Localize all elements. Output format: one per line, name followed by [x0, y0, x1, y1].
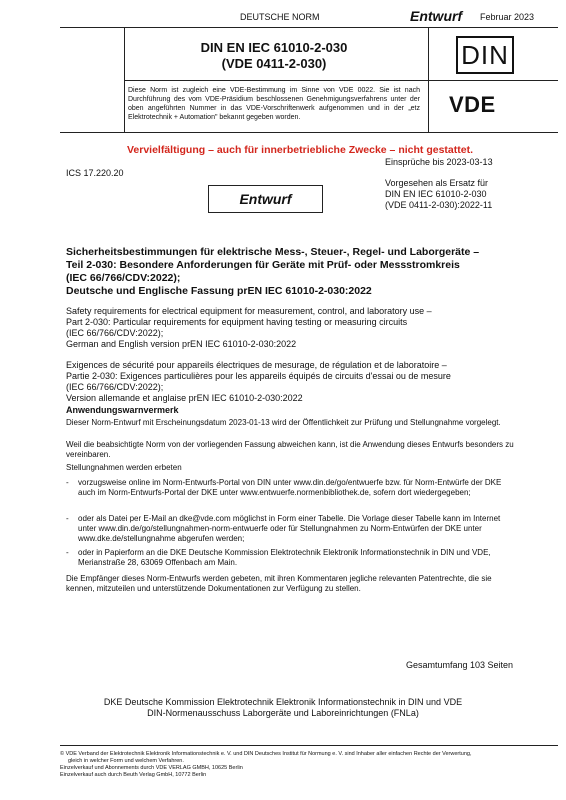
patent-notice: Die Empfänger dieses Norm-Entwurfs werden gebeten, mit ihren Kommentaren jegliche relevanten Patentrechte, die sie kennen, mitzuteilen und unterstützende Dokumentationen zur Verfügung zu stellen. — [66, 574, 492, 593]
standard-body-label: DEUTSCHE NORM — [240, 12, 320, 22]
french-title — [66, 360, 526, 404]
comments-requested: Stellungnahmen werden erbeten — [66, 463, 182, 472]
title-line: German and English version prEN IEC 61010-2-030:2022 — [66, 339, 297, 349]
english-title — [66, 306, 526, 350]
bullet-dash: - — [66, 514, 69, 523]
committee-line: DIN-Normenausschuss Laborgeräte und Laboreinrichtungen (FNLa) — [147, 708, 419, 718]
replacement-line: Vorgesehen als Ersatz für — [385, 178, 489, 188]
list-item — [66, 514, 518, 544]
title-line: Version allemande et anglaise prEN IEC 61010-2-030:2022 — [66, 393, 303, 403]
footer-copyright — [60, 751, 560, 779]
application-note-paragraph: Dieser Norm-Entwurf mit Erscheinungsdatum 2023-01-13 wird der Öffentlichkeit zur Prüfung und Stellungnahme vorgelegt. — [66, 418, 501, 427]
title-line: (IEC 66/766/CDV:2022); — [66, 328, 164, 338]
title-line: Exigences de sécurité pour appareils électriques de mesurage, de régulation et de laboratoire – — [66, 360, 447, 370]
title-line: Part 2-030: Particular requirements for equipment having testing or measuring circuits — [66, 317, 408, 327]
title-line: (IEC 66/766/CDV:2022); — [66, 382, 164, 392]
footer-line: © VDE Verband der Elektrotechnik Elektronik Informationstechnik e. V. und DIN Deutsches Institut für Normung e. V. sind Inhaber aller einfachen Rechte der Verwertung, — [60, 751, 472, 757]
title-box-logo-divider — [428, 27, 429, 133]
replacement-info — [385, 178, 492, 211]
title-line: Deutsche und Englische Fassung prEN IEC 61010-2-030:2022 — [66, 285, 372, 297]
list-item — [66, 548, 518, 568]
title-line: Partie 2-030: Exigences particulières pour les appareils équipés de circuits d'essai ou de mesure — [66, 371, 451, 381]
footer-line: Einzelverkauf auch durch Beuth Verlag GmbH, 10772 Berlin — [60, 772, 207, 778]
committee-line: DKE Deutsche Kommission Elektrotechnik Elektronik Informationstechnik in DIN und VDE — [103, 697, 463, 707]
objection-deadline: Einsprüche bis 2023-03-13 — [385, 157, 493, 167]
title-box-divider — [124, 80, 558, 81]
draft-stamp: Entwurf — [208, 185, 323, 213]
title-box-top-border — [60, 27, 558, 28]
vde-notice: Diese Norm ist zugleich eine VDE-Bestimmung im Sinne von VDE 0022. Sie ist nach Durchführung des vom VDE-Präsidium beschlossenen Genehmigungsverfahrens unter der oben angeführten Nummer in das VDE-Vorschriftenwerk aufgenommen und in der „etz Elektrotechnik + Automation" bekannt gegeben worden. — [128, 87, 420, 121]
list-item-text: oder in Papierform an die DKE Deutsche Kommission Elektrotechnik Elektronik Informationstechnik in DIN und VDE, Merianstraße 28, 63069 Offenbach am Main. — [78, 548, 491, 567]
footer-line: gleich in welcher Form und welchem Verfahren. — [68, 758, 184, 764]
ics-code: ICS 17.220.20 — [66, 168, 124, 178]
title-box-bottom-border — [60, 132, 558, 133]
title-line: Sicherheitsbestimmungen für elektrische Mess-, Steuer-, Regel- und Laborgeräte – — [66, 246, 480, 258]
german-title — [66, 246, 526, 298]
vde-logo: VDE — [449, 92, 496, 117]
title-line: (IEC 66/766/CDV:2022); — [66, 272, 181, 284]
application-note-paragraph: Weil die beabsichtigte Norm von der vorliegenden Fassung abweichen kann, ist die Anwendung dieses Entwurfs besonders zu vereinbaren. — [66, 440, 514, 459]
document-number: DIN EN IEC 61010-2-030 — [200, 40, 348, 55]
total-pages: Gesamtumfang 103 Seiten — [406, 660, 514, 670]
bullet-dash: - — [66, 548, 69, 557]
bullet-dash: - — [66, 478, 69, 487]
footer-line: Einzelverkauf und Abonnements durch VDE VERLAG GMBH, 10625 Berlin — [60, 765, 243, 771]
din-logo: DIN — [456, 36, 514, 74]
list-item-text: oder als Datei per E-Mail an dke@vde.com möglichst in Form einer Tabelle. Die Vorlage dieser Tabelle kann im Internet unter www.din.de/go/stellungnahmen-norm-entwuerfe oder für Stellungnahmen zu Norm-Entwürfen der DKE unter www.dke.de/stellungnahme abgerufen werden; — [78, 514, 501, 543]
publication-date: Februar 2023 — [480, 12, 535, 22]
reproduction-notice: Vervielfältigung – auch für innerbetriebliche Zwecke – nicht gestattet. — [126, 144, 473, 156]
replacement-line: DIN EN IEC 61010-2-030 — [385, 189, 487, 199]
footer-divider — [60, 745, 558, 746]
list-item-text: vorzugsweise online im Norm-Entwurfs-Portal von DIN unter www.din.de/go/entwuerfe bzw. für Norm-Entwürfe der DKE auch im Norm-Entwurfs-Portal der DKE unter www.entwuerfe.normenbibliothek.de, sofern dort wiedergegeben; — [78, 478, 502, 497]
committee-info — [60, 697, 506, 719]
list-item — [66, 478, 518, 498]
draft-label: Entwurf — [410, 8, 463, 24]
title-line: Teil 2-030: Besondere Anforderungen für Geräte mit Prüf- oder Messstromkreis — [66, 259, 460, 271]
vde-classification: (VDE 0411-2-030) — [221, 56, 327, 71]
replacement-line: (VDE 0411-2-030):2022-11 — [385, 200, 493, 210]
title-line: Safety requirements for electrical equipment for measurement, control, and laboratory use – — [66, 306, 432, 316]
application-note-heading: Anwendungswarnvermerk — [66, 405, 179, 415]
